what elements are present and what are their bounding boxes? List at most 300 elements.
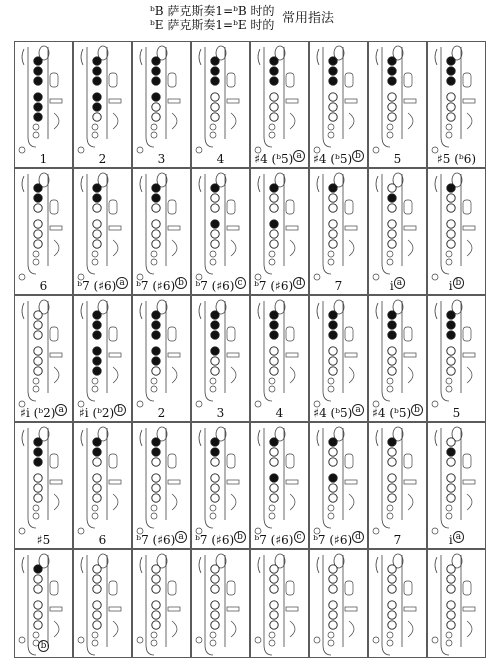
tone-hole-key [152,357,160,365]
fingering-cell [14,549,73,658]
tone-hole-key [447,448,455,456]
fingering-cell [368,168,427,295]
tone-hole-key [34,494,42,502]
tone-hole-key [211,321,219,329]
note-name: ♯i (ᵇ2) [20,406,56,420]
tone-hole-key [329,113,337,121]
tone-hole-key [270,194,278,202]
tone-hole-key [211,331,219,339]
tone-hole-key [388,204,396,212]
tone-hole-key [329,57,337,65]
note-label [368,152,427,166]
tone-hole-key [447,184,455,192]
fingering-diagram [132,549,191,658]
tone-hole-key [93,77,101,85]
tone-hole-key [388,220,396,228]
tone-hole-key [93,311,101,319]
tone-hole-key [270,458,278,466]
tone-hole-key [270,565,278,573]
tone-hole-key [388,311,396,319]
fingering-cell [132,549,191,658]
tone-hole-key [270,113,278,121]
note-name: 3 [216,406,225,420]
fingering-diagram [132,168,191,295]
note-label [309,406,368,420]
tone-hole-key [211,494,219,502]
tone-hole-key [34,67,42,75]
tone-hole-key [93,367,101,375]
fingering-grid [14,41,486,658]
tone-hole-key [34,321,42,329]
tone-hole-key [270,438,278,446]
fingering-cell [132,41,191,168]
tone-hole-key [34,611,42,619]
tone-hole-key [447,494,455,502]
fingering-diagram [427,41,486,168]
tone-hole-key [211,204,219,212]
note-name: ♯4 (ᵇ5) [313,152,353,166]
tone-hole-key [447,474,455,482]
variant-mark: a [293,150,304,162]
fingering-cell [191,549,250,658]
fingering-cell [73,549,132,658]
tone-hole-key [447,311,455,319]
note-name: ᵇ7 (♯6) [254,279,294,293]
tone-hole-key [211,347,219,355]
fingering-cell [368,422,427,549]
tone-hole-key [447,357,455,365]
tone-hole-key [211,367,219,375]
note-name: ♯5 [36,533,51,547]
tone-hole-key [329,230,337,238]
note-name: 2 [98,152,107,166]
fingering-diagram [14,295,73,422]
header-line-bb: ᵇB 萨克斯奏1=ᵇB 时的 [150,4,275,18]
variant-mark: b [453,277,465,289]
tone-hole-key [34,438,42,446]
tone-hole-key [34,240,42,248]
tone-hole-key [270,93,278,101]
tone-hole-key [329,565,337,573]
tone-hole-key [34,448,42,456]
note-name: ♯4 (ᵇ5) [372,406,412,420]
tone-hole-key [388,77,396,85]
fingering-diagram [250,41,309,168]
tone-hole-key [447,585,455,593]
fingering-diagram [427,549,486,658]
tone-hole-key [152,575,160,583]
fingering-diagram [309,41,368,168]
tone-hole-key [270,67,278,75]
variant-mark: b [175,277,187,289]
tone-hole-key [270,357,278,365]
note-name: ᵇ7 (♯6) [195,279,235,293]
fingering-diagram [250,422,309,549]
fingering-diagram [73,422,132,549]
fingering-diagram [73,41,132,168]
tone-hole-key [388,611,396,619]
fingering-cell [14,168,73,295]
note-name: 5 [452,406,461,420]
fingering-cell [191,168,250,295]
tone-hole-key [152,57,160,65]
tone-hole-key [388,331,396,339]
variant-mark: a [116,277,127,289]
tone-hole-key [329,621,337,629]
tone-hole-key [270,448,278,456]
tone-hole-key [388,113,396,121]
tone-hole-key [34,230,42,238]
note-name: ᵇ7 (♯6) [77,279,117,293]
fingering-cell [250,168,309,295]
tone-hole-key [93,357,101,365]
fingering-diagram [191,168,250,295]
tone-hole-key [93,93,101,101]
tone-hole-key [388,585,396,593]
tone-hole-key [93,230,101,238]
variant-mark: a [352,404,363,416]
fingering-cell [73,168,132,295]
note-label [191,533,250,547]
tone-hole-key [329,611,337,619]
fingering-diagram [73,549,132,658]
fingering-diagram [309,422,368,549]
tone-hole-key [270,494,278,502]
tone-hole-key [270,611,278,619]
fingering-cell [427,549,486,658]
tone-hole-key [211,184,219,192]
fingering-diagram [427,295,486,422]
tone-hole-key [34,93,42,101]
tone-hole-key [152,484,160,492]
tone-hole-key [93,494,101,502]
tone-hole-key [388,621,396,629]
tone-hole-key [447,458,455,466]
note-label [14,406,73,420]
tone-hole-key [388,194,396,202]
note-name: 4 [216,152,225,166]
note-label [191,279,250,293]
note-name: ♯4 (ᵇ5) [254,152,294,166]
tone-hole-key [34,77,42,85]
tone-hole-key [93,347,101,355]
tone-hole-key [270,484,278,492]
note-label [250,279,309,293]
fingering-diagram [14,168,73,295]
note-label [250,406,309,420]
tone-hole-key [447,331,455,339]
tone-hole-key [152,621,160,629]
tone-hole-key [211,621,219,629]
tone-hole-key [93,204,101,212]
note-name: ♯5 (ᵇ6) [436,152,477,166]
fingering-cell [427,295,486,422]
tone-hole-key [34,474,42,482]
fingering-cell [73,422,132,549]
tone-hole-key [211,474,219,482]
tone-hole-key [447,57,455,65]
tone-hole-key [211,311,219,319]
tone-hole-key [447,347,455,355]
tone-hole-key [34,311,42,319]
tone-hole-key [270,311,278,319]
fingering-diagram [191,295,250,422]
tone-hole-key [447,77,455,85]
tone-hole-key [329,601,337,609]
tone-hole-key [34,585,42,593]
note-name: ᵇ7 (♯6) [195,533,235,547]
variant-mark: b [411,404,423,416]
note-label [73,279,132,293]
tone-hole-key [329,484,337,492]
tone-hole-key [388,184,396,192]
fingering-diagram [14,422,73,549]
tone-hole-key [329,220,337,228]
tone-hole-key [329,184,337,192]
tone-hole-key [211,57,219,65]
tone-hole-key [34,367,42,375]
tone-hole-key [329,494,337,502]
note-name: ᵇ7 (♯6) [313,533,353,547]
tone-hole-key [93,113,101,121]
fingering-cell [14,295,73,422]
tone-hole-key [447,438,455,446]
tone-hole-key [34,575,42,583]
tone-hole-key [152,220,160,228]
fingering-cell [368,549,427,658]
fingering-cell [250,41,309,168]
fingering-cell [427,422,486,549]
note-label [368,533,427,547]
fingering-cell [309,168,368,295]
tone-hole-key [329,367,337,375]
note-label [309,152,368,166]
tone-hole-key [152,311,160,319]
tone-hole-key [93,585,101,593]
note-name: 3 [157,152,166,166]
fingering-cell [191,41,250,168]
fingering-diagram [368,41,427,168]
tone-hole-key [93,194,101,202]
page-title: 常用指法 [282,11,335,26]
tone-hole-key [93,474,101,482]
tone-hole-key [329,321,337,329]
note-name: i [448,533,453,547]
tone-hole-key [329,204,337,212]
tone-hole-key [152,448,160,456]
note-name: 6 [39,279,48,293]
note-name: 2 [157,406,166,420]
tone-hole-key [152,113,160,121]
tone-hole-key [93,321,101,329]
tone-hole-key [93,565,101,573]
fingering-cell [309,549,368,658]
tone-hole-key [211,438,219,446]
tone-hole-key [447,113,455,121]
fingering-diagram [73,168,132,295]
note-label [132,533,191,547]
tone-hole-key [34,103,42,111]
tone-hole-key [329,585,337,593]
note-label [250,533,309,547]
tone-hole-key [93,448,101,456]
tone-hole-key [211,240,219,248]
fingering-diagram [309,295,368,422]
note-label [368,406,427,420]
note-label [250,152,309,166]
tone-hole-key [211,585,219,593]
note-label [73,406,132,420]
tone-hole-key [447,321,455,329]
tone-hole-key [388,67,396,75]
variant-mark: b [352,150,364,162]
note-name: ᵇ7 (♯6) [136,279,176,293]
fingering-diagram [191,422,250,549]
note-label [132,406,191,420]
tone-hole-key [152,331,160,339]
header-line-eb: ᵇE 萨克斯奏1=ᵇE 时的 [150,18,275,32]
tone-hole-key [329,93,337,101]
tone-hole-key [388,438,396,446]
tone-hole-key [447,611,455,619]
tone-hole-key [270,103,278,111]
tone-hole-key [211,575,219,583]
tone-hole-key [270,601,278,609]
variant-mark: d [293,277,305,289]
variant-mark: c [235,277,246,289]
tone-hole-key [388,458,396,466]
variant-mark: b [234,531,246,543]
tone-hole-key [388,575,396,583]
fingering-diagram [191,549,250,658]
tone-hole-key [34,621,42,629]
tone-hole-key [329,77,337,85]
fingering-cell [250,422,309,549]
tone-hole-key [270,621,278,629]
tone-hole-key [34,204,42,212]
tone-hole-key [34,347,42,355]
tone-hole-key [447,204,455,212]
fingering-cell [191,295,250,422]
fingering-diagram [14,41,73,168]
variant-mark: a [453,531,464,543]
tone-hole-key [270,367,278,375]
fingering-diagram [368,422,427,549]
fingering-cell [309,422,368,549]
tone-hole-key [93,103,101,111]
tone-hole-key [447,484,455,492]
variant-mark: b [114,404,126,416]
tone-hole-key [152,230,160,238]
tone-hole-key [447,367,455,375]
tone-hole-key [152,601,160,609]
tone-hole-key [447,240,455,248]
tone-hole-key [329,331,337,339]
tone-hole-key [152,438,160,446]
note-label [427,533,486,547]
fingering-diagram [250,168,309,295]
tone-hole-key [34,57,42,65]
fingering-diagram [132,41,191,168]
tone-hole-key [93,458,101,466]
tone-hole-key [34,357,42,365]
fingering-diagram [427,422,486,549]
tone-hole-key [93,438,101,446]
tone-hole-key [270,331,278,339]
tone-hole-key [388,93,396,101]
tone-hole-key [152,494,160,502]
tone-hole-key [388,57,396,65]
tone-hole-key [152,204,160,212]
tone-hole-key [152,194,160,202]
tone-hole-key [388,601,396,609]
fingering-diagram [309,168,368,295]
tone-hole-key [270,220,278,228]
fingering-diagram [132,422,191,549]
tone-hole-key [93,601,101,609]
fingering-cell [250,549,309,658]
tone-hole-key [329,474,337,482]
fingering-diagram [132,295,191,422]
tone-hole-key [447,565,455,573]
tone-hole-key [211,601,219,609]
chart-header [0,0,489,38]
tone-hole-key [270,474,278,482]
note-label [14,152,73,166]
tone-hole-key [447,621,455,629]
tone-hole-key [152,67,160,75]
fingering-cell [14,422,73,549]
fingering-cell [309,41,368,168]
tone-hole-key [447,575,455,583]
fingering-cell [427,41,486,168]
tone-hole-key [447,194,455,202]
fingering-cell [132,168,191,295]
note-name: ᵇ7 (♯6) [254,533,294,547]
note-label [191,406,250,420]
tone-hole-key [270,347,278,355]
tone-hole-key [270,321,278,329]
note-name: 7 [334,279,343,293]
note-label [309,279,368,293]
variant-mark: d [352,531,364,543]
tone-hole-key [270,57,278,65]
note-name: ᵇ7 (♯6) [136,533,176,547]
note-name: i [389,279,394,293]
tone-hole-key [152,321,160,329]
note-label [309,533,368,547]
tone-hole-key [329,438,337,446]
fingering-diagram [368,549,427,658]
note-name: ♯i (ᵇ2) [78,406,115,420]
tone-hole-key [270,575,278,583]
note-label [14,642,73,656]
note-label [368,279,427,293]
tone-hole-key [211,484,219,492]
tone-hole-key [152,103,160,111]
fingering-diagram [191,41,250,168]
note-label [14,533,73,547]
tone-hole-key [93,57,101,65]
fingering-cell [73,295,132,422]
tone-hole-key [93,240,101,248]
tone-hole-key [270,77,278,85]
tone-hole-key [211,230,219,238]
tone-hole-key [152,611,160,619]
tone-hole-key [329,311,337,319]
tone-hole-key [329,103,337,111]
tone-hole-key [329,575,337,583]
